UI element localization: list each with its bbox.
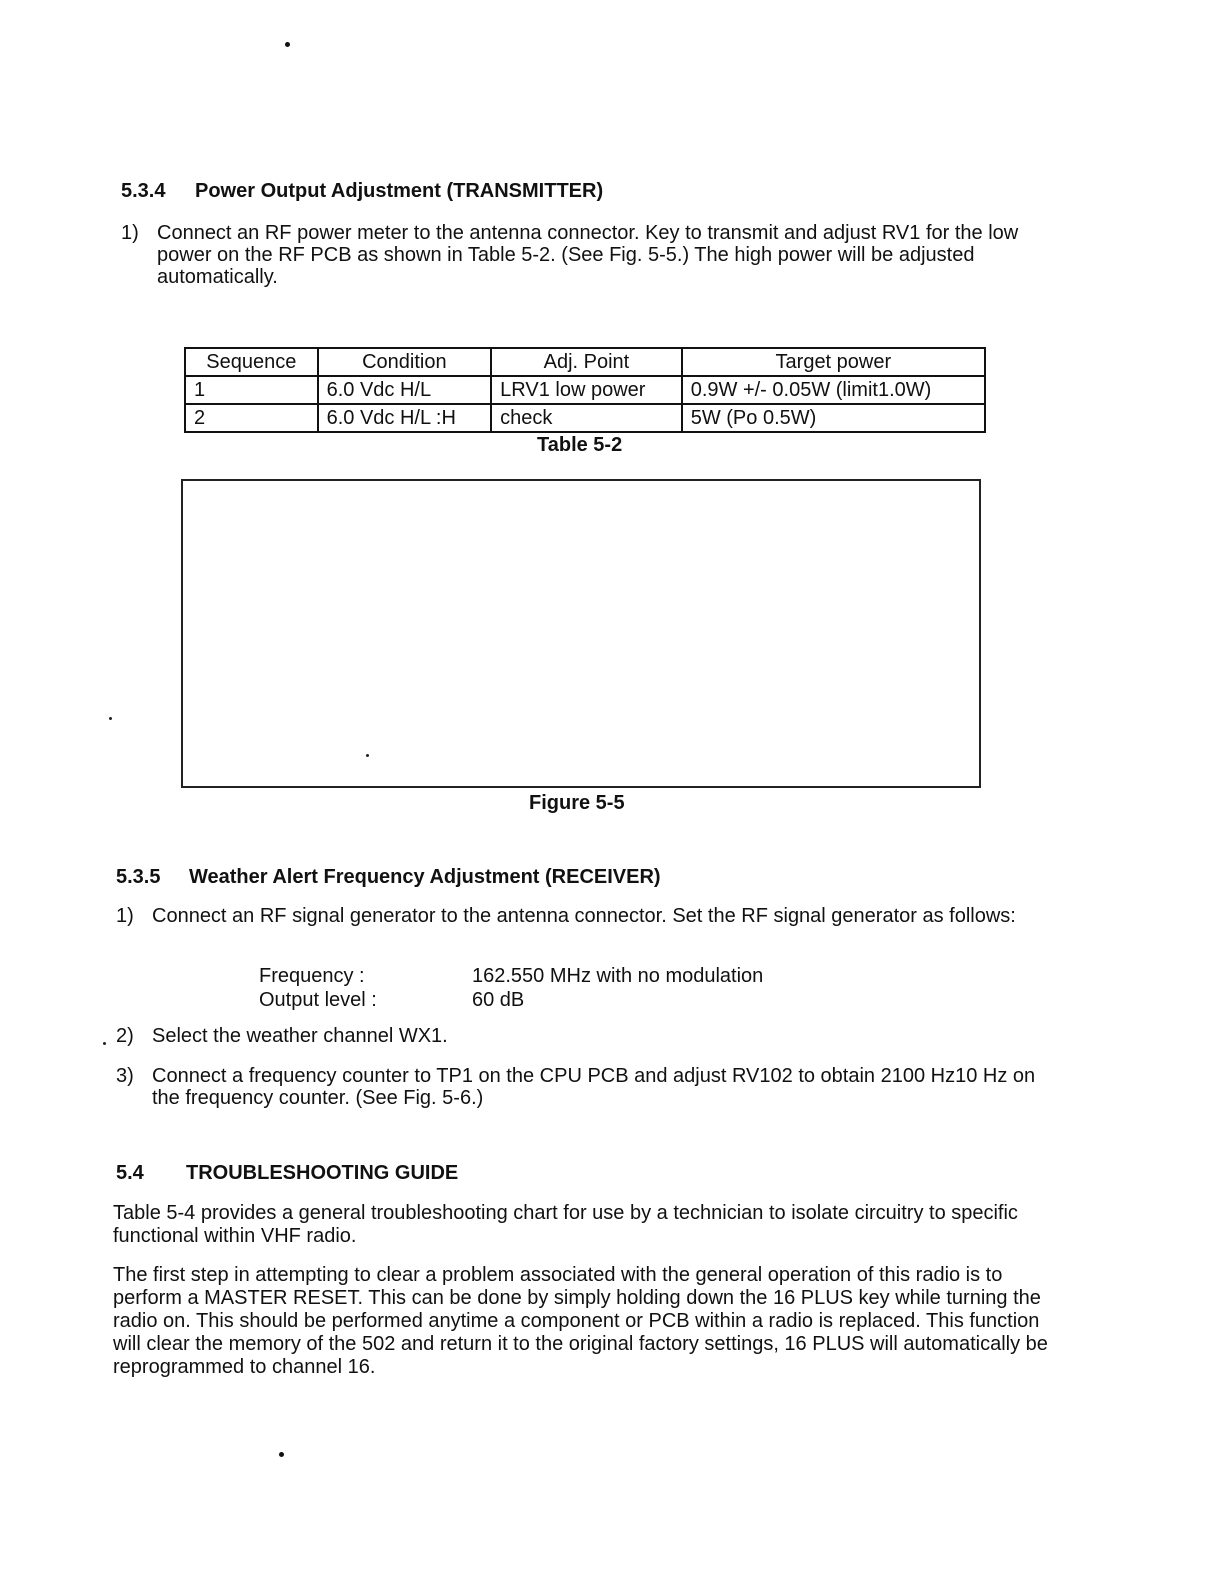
step-marker: 2) — [116, 1025, 134, 1047]
step-marker: 1) — [116, 905, 134, 927]
step-marker: 1) — [121, 222, 139, 244]
step-item — [116, 1025, 1051, 1049]
generator-setting-row — [259, 989, 524, 1012]
figure-5-5-frame — [181, 479, 981, 788]
step-marker: 3) — [116, 1065, 134, 1087]
table-caption: Table 5-2 — [537, 434, 623, 456]
figure-caption: Figure 5-5 — [529, 792, 625, 814]
table-cell: 6.0 Vdc H/L :H — [318, 404, 492, 432]
section-title: TROUBLESHOOTING GUIDE — [186, 1162, 459, 1184]
table-cell: 1 — [185, 376, 318, 404]
scan-mark — [103, 1042, 106, 1045]
setting-value: 162.550 MHz with no modulation — [472, 965, 764, 987]
table-cell: 6.0 Vdc H/L — [318, 376, 492, 404]
section-number: 5.4 — [116, 1162, 144, 1184]
table-row — [185, 404, 985, 432]
step-text: Connect a frequency counter to TP1 on the CPU PCB and adjust RV102 to obtain 2100 Hz10 Hz on the frequency counter. (See Fig. 5-6.) — [152, 1065, 1036, 1109]
body-paragraph: Table 5-4 provides a general troubleshooting chart for use by a technician to isolate circuitry to specific functional within VHF radio. — [113, 1202, 1018, 1247]
table-row — [185, 376, 985, 404]
scan-mark — [279, 1452, 284, 1457]
step-item — [116, 905, 1051, 951]
step-text: Connect an RF signal generator to the antenna connector. Set the RF signal generator as follows: — [152, 905, 1016, 927]
generator-setting-row — [259, 965, 763, 988]
table-cell: 0.9W +/- 0.05W (limit1.0W) — [682, 376, 985, 404]
body-paragraph: The first step in attempting to clear a problem associated with the general operation of this radio is to perform a MASTER RESET. This can be done by simply holding down the 16 PLUS key while turning the radio on. This should be performed anytime a component or PCB within a radio is replaced. This function will clear the memory of the 502 and return it to the original factory settings, 16 PLUS will automatically be reprogrammed to channel 16. — [113, 1264, 1048, 1378]
column-header: Sequence — [185, 348, 318, 376]
section-heading-5-3-5 — [116, 866, 661, 889]
scan-mark — [109, 717, 112, 720]
setting-label: Output level : — [259, 989, 377, 1011]
step-text: Select the weather channel WX1. — [152, 1025, 448, 1047]
section-heading-5-4 — [116, 1162, 458, 1185]
section-title: Power Output Adjustment (TRANSMITTER) — [195, 180, 604, 202]
table-cell: check — [491, 404, 682, 432]
scan-mark — [285, 42, 290, 47]
step-item — [121, 222, 1051, 292]
section-number: 5.3.4 — [121, 180, 166, 202]
column-header: Adj. Point — [491, 348, 682, 376]
setting-value: 60 dB — [472, 989, 525, 1011]
column-header: Condition — [318, 348, 492, 376]
table-cell: 5W (Po 0.5W) — [682, 404, 985, 432]
setting-label: Frequency : — [259, 965, 365, 987]
section-number: 5.3.5 — [116, 866, 161, 888]
table-5-2 — [184, 347, 986, 433]
table-cell: LRV1 low power — [491, 376, 682, 404]
table-cell: 2 — [185, 404, 318, 432]
section-title: Weather Alert Frequency Adjustment (RECEIVER) — [189, 866, 661, 888]
step-text: Connect an RF power meter to the antenna connector. Key to transmit and adjust RV1 for the low power on the RF PCB as shown in Table 5-2. (See Fig. 5-5.) The high power will be adjusted automatically. — [157, 222, 1019, 288]
column-header: Target power — [682, 348, 985, 376]
table-header-row — [185, 348, 985, 376]
section-heading-5-3-4 — [121, 180, 603, 203]
step-item — [116, 1065, 1051, 1111]
